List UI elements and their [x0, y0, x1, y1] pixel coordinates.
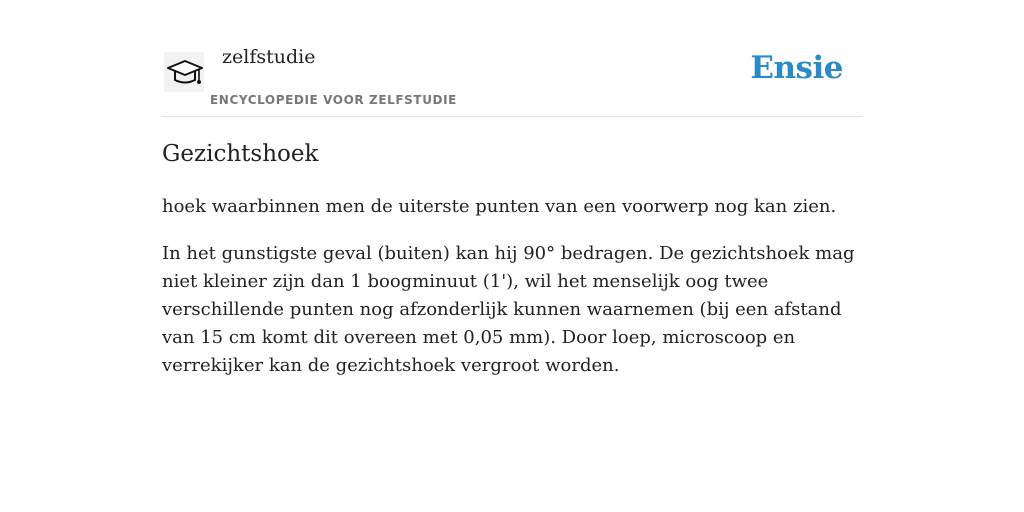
graduation-cap-icon[interactable] [164, 52, 204, 92]
article-definition: hoek waarbinnen men de uiterste punten van een voorwerp nog kan zien. [162, 196, 837, 217]
article [162, 138, 862, 399]
article-title: Gezichtshoek [162, 141, 319, 167]
article-paragraph: In het gunstigste geval (buiten) kan hij 90° bedragen. De gezichtshoek mag niet kleiner zijn dan 1 boogminuut (1'), wil het menselijk oog twee verschillende punten nog afzonderlijk kunnen waarnemen (bij een afstand van 15 cm komt dit overeen met 0,05 mm). Door loep, microscoop en verrekijker kan de gezichtshoek vergroot worden. [162, 243, 855, 376]
site-header [162, 40, 862, 117]
site-tagline: ENCYCLOPEDIE VOOR ZELFSTUDIE [210, 93, 457, 107]
brand-logo[interactable]: Ensie [750, 50, 843, 86]
site-name[interactable]: zelfstudie [222, 46, 316, 68]
